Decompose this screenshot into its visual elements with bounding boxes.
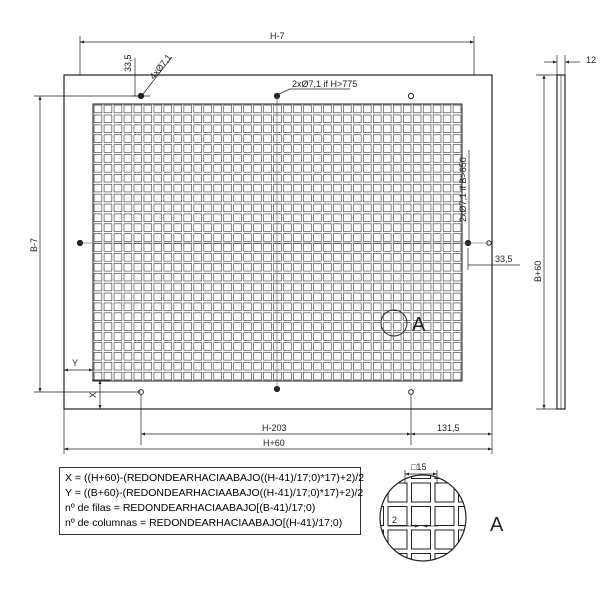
dim-top-width-label: H-7 <box>270 31 285 41</box>
dim-bottom-right-label: 131,5 <box>437 423 460 433</box>
callout-side-holes: 2xØ7,1 if B>650 <box>458 157 468 222</box>
hole-top-right <box>408 93 413 98</box>
dim-y <box>64 362 93 380</box>
detail-marker-label: A <box>412 314 426 336</box>
dim-thickness <box>544 55 580 75</box>
detail-bar-width: 2 <box>392 515 398 525</box>
dim-hole-spacing-label: H-203 <box>262 423 287 433</box>
hole-bottom-right <box>409 390 414 395</box>
detail-view <box>341 436 478 573</box>
callout-corner-holes: 4xØ7,1 <box>147 52 174 82</box>
callout-top-holes: 2xØ7,1 if H>775 <box>292 79 358 89</box>
detail-view-label: A <box>490 514 504 536</box>
dim-left-height-label: B-7 <box>29 237 39 252</box>
formula-box <box>59 467 365 535</box>
dim-bottom-width-label: H+60 <box>263 438 285 448</box>
formula-x: X = ((H+60)-(REDONDEARHACIAABAJO((H-41)/17;0)*17)+2)/2 <box>65 472 365 484</box>
dim-x-label: X <box>88 391 98 398</box>
dim-y-label: Y <box>72 358 79 368</box>
dim-right-height <box>536 75 557 409</box>
formula-y: Y = ((B+60)-(REDONDEARHACIAABAJO((H-41)/17;0)*17)+2)/2 <box>65 487 364 499</box>
leader-top-holes <box>279 89 350 94</box>
dim-top-offset-label: 33,5 <box>123 54 133 72</box>
square-grid <box>93 104 462 381</box>
dim-thickness-label: 12 <box>586 55 597 65</box>
formula-rows: nº de filas = REDONDEARHACIAABAJO[(B-41)/17;0) <box>65 502 316 514</box>
dim-top-offset <box>132 58 150 96</box>
formula-columns: nº de columnas = REDONDEARHACIAABAJO[(H-41)/17;0) <box>65 517 343 529</box>
dim-right-offset-label: 33,5 <box>495 254 513 264</box>
dim-top-width <box>80 36 474 75</box>
dim-right-height-label: B+60 <box>533 260 543 282</box>
detail-square-size: □15 <box>411 462 427 472</box>
